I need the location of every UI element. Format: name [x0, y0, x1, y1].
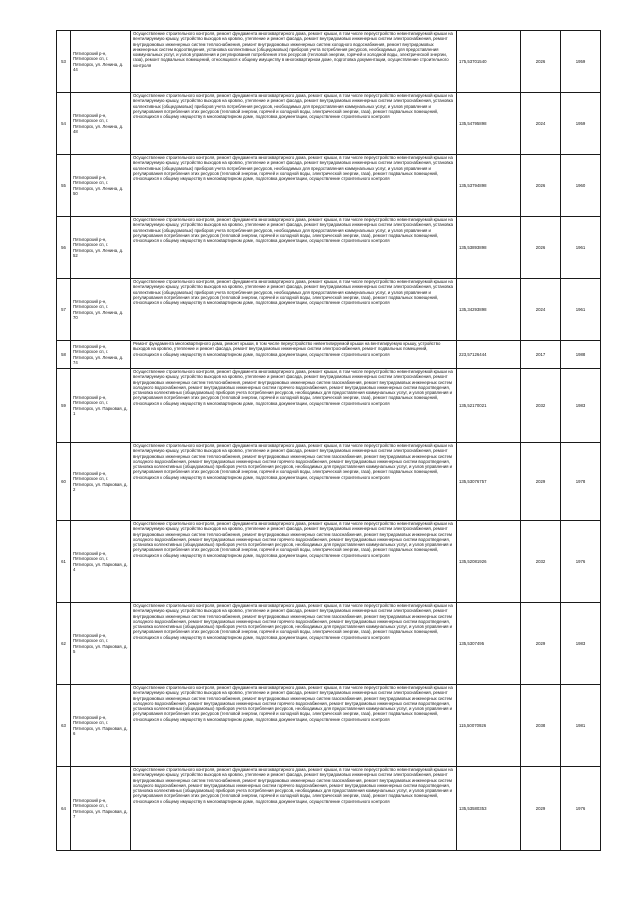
address-cell: Пятигорский р-н, Пятигорское сп, г. Пятигорск, ул. Ленина, д. 52: [71, 217, 131, 279]
address-cell: Пятигорский р-н, Пятигорское сп, г. Пятигорск, ул. Парковая, д. 4: [71, 521, 131, 603]
address-cell: Пятигорский р-н, Пятигорское сп, г. Пятигорск, ул. Парковая, д. 2: [71, 443, 131, 521]
cost-cell: 135,53580353: [457, 767, 521, 851]
cost-cell: 135,34293898: [457, 279, 521, 341]
row-number: 61: [57, 521, 71, 603]
table-row: [57, 93, 601, 155]
cost-cell: 115,50070926: [457, 685, 521, 767]
row-number: 54: [57, 93, 71, 155]
works-cell: Осуществление строительного контроля, ремонт фундамента многоквартирного дома, ремонт крыши, в том числе переустройство невентилируемой крыши на вентилируемую крышу, устройство выходов на кровлю, утепление и ремонт фасада, ремонт внутридомовых инженерных систем электроснабжения, ремонт внутридомовых инженерных систем теплоснабжения, ремонт внутридомовых инженерных систем газоснабжения, ремонт внутридомовых инженерных систем холодного водоснабжения, ремонт внутридомовых инженерных систем горячего водоснабжения, ремонт внутридомовых инженерных систем водоотведения, установка коллективных (общедомовых) приборов учета потребления ресурсов, необходимых для предоставления коммунальных услуг, и узлов управления и регулирования потребления этих ресурсов (тепловой энергии, горячей и холодной воды, электрической энергии, газа), ремонт подвальных помещений, относящихся к общему имуществу в многоквартирном доме, подготовка документации, осуществление строительного контроля: [131, 369, 457, 443]
works-cell: Осуществление строительного контроля, ремонт фундамента многоквартирного дома, ремонт крыши, в том числе переустройство невентилируемой крыши на вентилируемую крышу, устройство выходов на кровлю, утепление и ремонт фасада, ремонт внутридомовых инженерных систем электроснабжения, ремонт внутридомовых инженерных систем теплоснабжения, ремонт внутридомовых инженерных систем газоснабжения, ремонт внутридомовых инженерных систем холодного водоснабжения, ремонт внутридомовых инженерных систем горячего водоснабжения, ремонт внутридомовых инженерных систем водоотведения, установка коллективных (общедомовых) приборов учета потребления ресурсов, необходимых для предоставления коммунальных услуг, и узлов управления и регулирования потребления этих ресурсов (тепловой энергии, горячей и холодной воды, электрической энергии, газа), ремонт подвальных помещений, относящихся к общему имуществу в многоквартирном доме, подготовка документации, осуществление строительного контроля: [131, 443, 457, 521]
address-cell: Пятигорский р-н, Пятигорское сп, г. Пятигорск, ул. Парковая, д. 1: [71, 369, 131, 443]
works-cell: Осуществление строительного контроля, ремонт фундамента многоквартирного дома, ремонт крыши, в том числе переустройство невентилируемой крыши на вентилируемую крышу, устройство выходов на кровлю, утепление и ремонт фасада, ремонт внутридомовых инженерных систем электроснабжения, установка коллективных (общедомовых) приборов учета потребления ресурсов, необходимых для предоставления коммунальных услуг, и узлов управления и регулирования потребления этих ресурсов (тепловой энергии, горячей и холодной воды, электрической энергии, газа), ремонт подвальных помещений, относящихся к общему имуществу в многоквартирном доме, подготовка документации, осуществление строительного контроля: [131, 93, 457, 155]
planned-year-cell: 2032: [521, 521, 561, 603]
address-cell: Пятигорский р-н, Пятигорское сп, г. Пятигорск, ул. Парковая, д. 7: [71, 767, 131, 851]
build-year-cell: 1981: [561, 685, 601, 767]
address-cell: Пятигорский р-н, Пятигорское сп, г. Пятигорск, ул. Парковая, д. 5: [71, 603, 131, 685]
cost-cell: 135,53076757: [457, 443, 521, 521]
build-year-cell: 1976: [561, 767, 601, 851]
table-row: [57, 767, 601, 851]
row-number: 53: [57, 31, 71, 93]
table-row: [57, 443, 601, 521]
works-cell: Осуществление строительного контроля, ремонт фундамента многоквартирного дома, ремонт крыши, в том числе переустройство невентилируемой крыши на вентилируемую крышу, устройство выходов на кровлю, утепление и ремонт фасада, ремонт внутридомовых инженерных систем электроснабжения, установка коллективных (общедомовых) приборов учета потребления ресурсов, необходимых для предоставления коммунальных услуг, и узлов управления и регулирования потребления этих ресурсов (тепловой энергии, горячей и холодной воды, электрической энергии, газа), ремонт подвальных помещений, относящихся к общему имуществу в многоквартирном доме, подготовка документации, осуществление строительного контроля: [131, 279, 457, 341]
build-year-cell: 1983: [561, 603, 601, 685]
planned-year-cell: 2029: [521, 767, 561, 851]
row-number: 60: [57, 443, 71, 521]
address-cell: Пятигорский р-н, Пятигорское сп, г. Пятигорск, ул. Ленина, д. 74: [71, 341, 131, 369]
planned-year-cell: 2038: [521, 685, 561, 767]
works-cell: Осуществление строительного контроля, ремонт фундамента многоквартирного дома, ремонт крыши, в том числе переустройство невентилируемой крыши на вентилируемую крышу, устройство выходов на кровлю, утепление и ремонт фасада, ремонт внутридомовых инженерных систем электроснабжения, ремонт внутридомовых инженерных систем теплоснабжения, ремонт внутридомовых инженерных систем газоснабжения, ремонт внутридомовых инженерных систем холодного водоснабжения, ремонт внутридомовых инженерных систем горячего водоснабжения, ремонт внутридомовых инженерных систем водоотведения, установка коллективных (общедомовых) приборов учета потребления ресурсов, необходимых для предоставления коммунальных услуг, и узлов управления и регулирования потребления этих ресурсов (тепловой энергии, горячей и холодной воды, электрической энергии, газа), ремонт подвальных помещений, относящихся к общему имуществу в многоквартирном доме, подготовка документации, осуществление строительного контроля: [131, 521, 457, 603]
cost-cell: 135,53794898: [457, 155, 521, 217]
row-number: 57: [57, 279, 71, 341]
works-cell: Осуществление строительного контроля, ремонт фундамента многоквартирного дома, ремонт крыши, в том числе переустройство невентилируемой крыши на вентилируемую крышу, устройство выходов на кровлю, утепление и ремонт фасада, ремонт внутридомовых инженерных систем электроснабжения, ремонт внутридомовых инженерных систем теплоснабжения, ремонт внутридомовых инженерных систем газоснабжения, ремонт внутридомовых инженерных систем холодного водоснабжения, ремонт внутридомовых инженерных систем горячего водоснабжения, ремонт внутридомовых инженерных систем водоотведения, установка коллективных (общедомовых) приборов учета потребления ресурсов, необходимых для предоставления коммунальных услуг, и узлов управления и регулирования потребления этих ресурсов (тепловой энергии, горячей и холодной воды, электрической энергии, газа), ремонт подвальных помещений, относящихся к общему имуществу в многоквартирном доме, подготовка документации, осуществление строительного контроля: [131, 767, 457, 851]
planned-year-cell: 2032: [521, 369, 561, 443]
address-cell: Пятигорский р-н, Пятигорское сп, г. Пятигорск, ул. Ленина, д. 44: [71, 31, 131, 93]
planned-year-cell: 2029: [521, 603, 561, 685]
build-year-cell: 1961: [561, 217, 601, 279]
address-cell: Пятигорский р-н, Пятигорское сп, г. Пятигорск, ул. Ленина, д. 50: [71, 155, 131, 217]
table-row: [57, 31, 601, 93]
planned-year-cell: 2024: [521, 279, 561, 341]
build-year-cell: 1959: [561, 31, 601, 93]
table-row: [57, 155, 601, 217]
build-year-cell: 1988: [561, 341, 601, 369]
planned-year-cell: 2029: [521, 443, 561, 521]
cost-cell: 135,53893898: [457, 217, 521, 279]
planned-year-cell: 2026: [521, 155, 561, 217]
row-number: 58: [57, 341, 71, 369]
works-cell: Осуществление строительного контроля, ремонт фундамента многоквартирного дома, ремонт крыши, в том числе переустройство невентилируемой крыши на вентилируемую крышу, устройство выходов на кровлю, утепление и ремонт фасада, ремонт внутридомовых инженерных систем электроснабжения, ремонт внутридомовых инженерных систем теплоснабжения, ремонт внутридомовых инженерных систем холодного водоснабжения, ремонт внутридомовых инженерных систем водоотведения, установка коллективных (общедомовых) приборов учета потребления ресурсов, необходимых для предоставления коммунальных услуг, и узлов управления и регулирования потребления этих ресурсов (тепловой энергии, горячей и холодной воды, электрической энергии, газа), ремонт подвальных помещений, относящихся к общему имуществу в многоквартирном доме, подготовка документации, осуществление строительного контроля: [131, 31, 457, 93]
cost-cell: 135,5307495: [457, 603, 521, 685]
works-cell: Осуществление строительного контроля, ремонт фундамента многоквартирного дома, ремонт крыши, в том числе переустройство невентилируемой крыши на вентилируемую крышу, устройство выходов на кровлю, утепление и ремонт фасада, ремонт внутридомовых инженерных систем электроснабжения, ремонт внутридомовых инженерных систем теплоснабжения, ремонт внутридомовых инженерных систем газоснабжения, ремонт внутридомовых инженерных систем холодного водоснабжения, ремонт внутридомовых инженерных систем горячего водоснабжения, ремонт внутридомовых инженерных систем водоотведения, установка коллективных (общедомовых) приборов учета потребления ресурсов, необходимых для предоставления коммунальных услуг, и узлов управления и регулирования потребления этих ресурсов (тепловой энергии, горячей и холодной воды, электрической энергии, газа), ремонт подвальных помещений, относящихся к общему имуществу в многоквартирном доме, подготовка документации, осуществление строительного контроля: [131, 685, 457, 767]
table-row: [57, 685, 601, 767]
table-row: [57, 217, 601, 279]
planned-year-cell: 2024: [521, 93, 561, 155]
table-row: [57, 603, 601, 685]
address-cell: Пятигорский р-н, Пятигорское сп, г. Пятигорск, ул. Парковая, д. 6: [71, 685, 131, 767]
planned-year-cell: 2026: [521, 217, 561, 279]
build-year-cell: 1978: [561, 443, 601, 521]
planned-year-cell: 2017: [521, 341, 561, 369]
planned-year-cell: 2026: [521, 31, 561, 93]
cost-cell: 223,57126444: [457, 341, 521, 369]
works-cell: Осуществление строительного контроля, ремонт фундамента многоквартирного дома, ремонт крыши, в том числе переустройство невентилируемой крыши на вентилируемую крышу, устройство выходов на кровлю, утепление и ремонт фасада, ремонт внутридомовых инженерных систем электроснабжения, установка коллективных (общедомовых) приборов учета потребления ресурсов, необходимых для предоставления коммунальных услуг, и узлов управления и регулирования потребления этих ресурсов (тепловой энергии, горячей и холодной воды, электрической энергии, газа), ремонт подвальных помещений, относящихся к общему имуществу в многоквартирном доме, подготовка документации, осуществление строительного контроля: [131, 155, 457, 217]
address-cell: Пятигорский р-н, Пятигорское сп, г. Пятигорск, ул. Ленина, д. 70: [71, 279, 131, 341]
row-number: 64: [57, 767, 71, 851]
build-year-cell: 1976: [561, 521, 601, 603]
works-cell: Ремонт фундамента многоквартирного дома, ремонт крыши, в том числе переустройство невентилируемой крыши на вентилируемую крышу, устройство выходов на кровлю, утепление и ремонт фасада, ремонт внутридомовых инженерных систем электроснабжения, ремонт подвальных помещений, относящихся к общему имуществу в многоквартирном доме, подготовка документации, осуществление строительного контроля: [131, 341, 457, 369]
row-number: 63: [57, 685, 71, 767]
row-number: 56: [57, 217, 71, 279]
row-number: 55: [57, 155, 71, 217]
row-number: 59: [57, 369, 71, 443]
address-cell: Пятигорский р-н, Пятигорское сп, г. Пятигорск, ул. Ленина, д. 48: [71, 93, 131, 155]
cost-cell: 175,53701540: [457, 31, 521, 93]
works-cell: Осуществление строительного контроля, ремонт фундамента многоквартирного дома, ремонт крыши, в том числе переустройство невентилируемой крыши на вентилируемую крышу, устройство выходов на кровлю, утепление и ремонт фасада, ремонт внутридомовых инженерных систем электроснабжения, ремонт внутридомовых инженерных систем теплоснабжения, ремонт внутридомовых инженерных систем газоснабжения, ремонт внутридомовых инженерных систем холодного водоснабжения, ремонт внутридомовых инженерных систем горячего водоснабжения, ремонт внутридомовых инженерных систем водоотведения, установка коллективных (общедомовых) приборов учета потребления ресурсов, необходимых для предоставления коммунальных услуг, и узлов управления и регулирования потребления этих ресурсов (тепловой энергии, горячей и холодной воды, электрической энергии, газа), ремонт подвальных помещений, относящихся к общему имуществу в многоквартирном доме, подготовка документации, осуществление строительного контроля: [131, 603, 457, 685]
build-year-cell: 1961: [561, 279, 601, 341]
registry-table: [56, 30, 601, 851]
registry-table-body: [57, 31, 601, 851]
row-number: 62: [57, 603, 71, 685]
cost-cell: 135,54795898: [457, 93, 521, 155]
cost-cell: 135,52170021: [457, 369, 521, 443]
table-row: [57, 521, 601, 603]
table-row: [57, 341, 601, 369]
build-year-cell: 1959: [561, 93, 601, 155]
table-row: [57, 279, 601, 341]
cost-cell: 135,52081926: [457, 521, 521, 603]
table-row: [57, 369, 601, 443]
works-cell: Осуществление строительного контроля, ремонт фундамента многоквартирного дома, ремонт крыши, в том числе переустройство невентилируемой крыши на вентилируемую крышу, устройство выходов на кровлю, утепление и ремонт фасада, ремонт внутридомовых инженерных систем электроснабжения, установка коллективных (общедомовых) приборов учета потребления ресурсов, необходимых для предоставления коммунальных услуг, и узлов управления и регулирования потребления этих ресурсов (тепловой энергии, горячей и холодной воды, электрической энергии, газа), ремонт подвальных помещений, относящихся к общему имуществу в многоквартирном доме, подготовка документации, осуществление строительного контроля: [131, 217, 457, 279]
build-year-cell: 1960: [561, 155, 601, 217]
build-year-cell: 1983: [561, 369, 601, 443]
